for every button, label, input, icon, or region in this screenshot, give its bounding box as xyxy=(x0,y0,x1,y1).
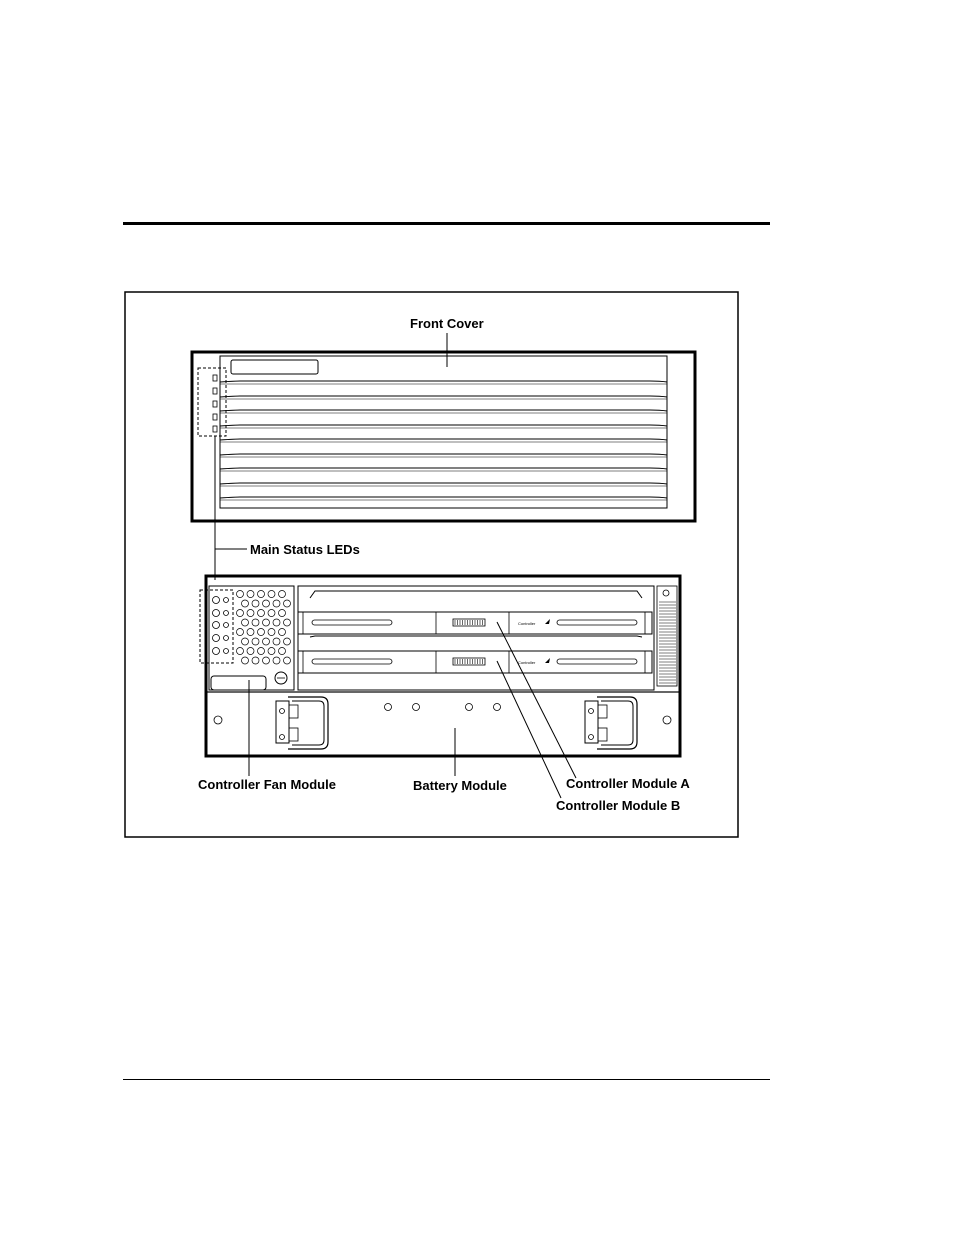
front-status-leds xyxy=(213,375,217,432)
module-a-badge-text: Controller xyxy=(518,621,536,626)
controller-module-b-label: Controller Module B xyxy=(556,798,681,813)
fan-hole xyxy=(252,600,259,607)
battery-screw-left xyxy=(214,716,222,724)
fan-hole xyxy=(279,591,286,598)
controller-fan-module xyxy=(209,586,294,690)
main-status-leds-label: Main Status LEDs xyxy=(250,542,360,557)
slat-edge xyxy=(220,425,667,426)
module-a-left-handle xyxy=(312,620,392,625)
fan-hole xyxy=(279,610,286,617)
controller-fan-module-label: Controller Fan Module xyxy=(198,777,336,792)
chassis-led-inner xyxy=(224,611,229,616)
fan-hole xyxy=(284,600,291,607)
fan-hole xyxy=(237,648,244,655)
fan-hole xyxy=(284,638,291,645)
fan-hole xyxy=(237,629,244,636)
chassis-led xyxy=(213,597,220,604)
front-cover-outline xyxy=(192,352,695,521)
slat-edge xyxy=(220,468,667,469)
fan-hole xyxy=(242,638,249,645)
controller-module-b xyxy=(298,636,652,673)
fan-hole xyxy=(268,629,275,636)
front-led xyxy=(213,401,217,407)
fan-hole xyxy=(242,600,249,607)
fan-hole xyxy=(258,610,265,617)
fan-hole xyxy=(284,619,291,626)
fan-hole xyxy=(237,610,244,617)
chassis-led xyxy=(213,648,220,655)
fan-hole xyxy=(273,657,280,664)
slat-edge xyxy=(220,410,667,411)
fan-grille xyxy=(237,591,291,665)
chassis-led xyxy=(213,610,220,617)
fan-hole xyxy=(247,591,254,598)
fan-hole xyxy=(273,600,280,607)
slat-edge xyxy=(220,439,667,440)
fan-hole xyxy=(247,629,254,636)
chassis-status-leds xyxy=(213,597,229,655)
slat-edge xyxy=(220,497,667,498)
controller-module-a xyxy=(298,591,652,634)
module-b-left-handle xyxy=(312,659,392,664)
fan-hole xyxy=(252,638,259,645)
battery-module-label: Battery Module xyxy=(413,778,507,793)
connector-pins xyxy=(455,620,483,664)
chassis-led xyxy=(213,622,220,629)
module-b-logo-icon xyxy=(545,658,550,663)
fan-hole xyxy=(268,591,275,598)
chassis-led-inner xyxy=(224,598,229,603)
fan-handle xyxy=(211,676,266,690)
fan-hole xyxy=(263,638,270,645)
fan-hole xyxy=(268,610,275,617)
fan-hole xyxy=(268,648,275,655)
chassis xyxy=(200,576,680,756)
fan-hole xyxy=(263,657,270,664)
fan-hole xyxy=(247,648,254,655)
controller-module-a-label: Controller Module A xyxy=(566,776,690,791)
fan-hole xyxy=(237,591,244,598)
front-cover xyxy=(192,352,695,521)
fan-hole xyxy=(284,657,291,664)
fan-hole xyxy=(263,619,270,626)
right-vent-lines xyxy=(659,602,676,683)
module-a-logo-icon xyxy=(545,619,550,624)
fan-hole xyxy=(279,629,286,636)
slat-edge xyxy=(220,381,667,382)
chassis-led-inner xyxy=(224,649,229,654)
front-led xyxy=(213,414,217,420)
fan-hole xyxy=(247,610,254,617)
fan-hole xyxy=(258,629,265,636)
front-cover-label: Front Cover xyxy=(410,316,484,331)
right-vent-screw xyxy=(663,590,669,596)
chassis-outline xyxy=(206,576,680,756)
fan-hole xyxy=(258,591,265,598)
fan-hole xyxy=(263,600,270,607)
fan-hole xyxy=(242,619,249,626)
front-led xyxy=(213,375,217,381)
fan-hole xyxy=(273,619,280,626)
bottom-rule xyxy=(123,1079,770,1080)
chassis-led xyxy=(213,635,220,642)
slat-edge xyxy=(220,454,667,455)
chassis-led-inner xyxy=(224,636,229,641)
front-led xyxy=(213,426,217,432)
fan-hole xyxy=(279,648,286,655)
slat-edge xyxy=(220,483,667,484)
battery-module xyxy=(206,692,680,756)
module-b-right-handle xyxy=(557,659,637,664)
front-cover-slats xyxy=(220,381,667,500)
fan-hole xyxy=(252,657,259,664)
fan-hole xyxy=(258,648,265,655)
slat-edge xyxy=(220,396,667,397)
fan-hole xyxy=(273,638,280,645)
chassis-led-inner xyxy=(224,623,229,628)
controller-bay xyxy=(298,586,654,690)
front-cover-label-plate xyxy=(231,360,318,374)
battery-screw-right xyxy=(663,716,671,724)
fan-hole xyxy=(252,619,259,626)
fan-hole xyxy=(242,657,249,664)
module-b-badge-text: Controller xyxy=(518,660,536,665)
module-a-right-handle xyxy=(557,620,637,625)
front-led xyxy=(213,388,217,394)
front-cover-panel xyxy=(220,356,667,508)
